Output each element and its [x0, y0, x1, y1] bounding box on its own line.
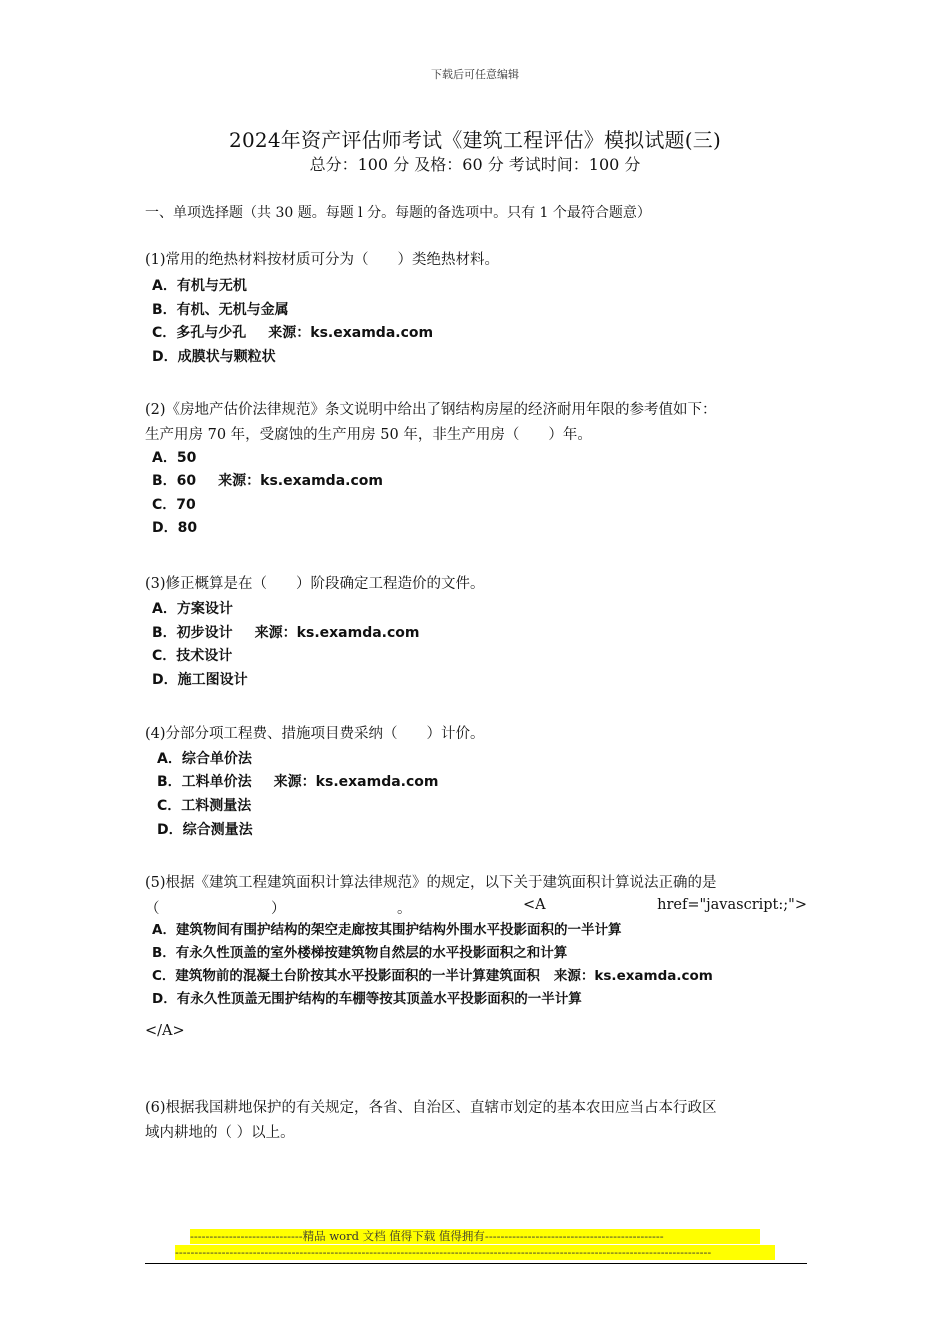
question-1-stem: (1)常用的绝热材料按材质可分为（ ）类绝热材料。 — [145, 252, 500, 268]
stem-part: <A — [523, 897, 546, 913]
footer-rule — [145, 1263, 807, 1264]
question-3-option-d: D．施工图设计 — [152, 672, 248, 688]
page-title: 2024年资产评估师考试《建筑工程评估》模拟试题(三) — [229, 128, 721, 152]
question-1-option-b: B．有机、无机与金属 — [152, 302, 289, 318]
question-6-stem-line1: (6)根据我国耕地保护的有关规定，各省、自治区、直辖市划定的基本农田应当占本行政区 — [145, 1100, 717, 1116]
question-4-option-d: D．综合测量法 — [157, 822, 253, 838]
source-label: 来源：ks.examda.com — [273, 774, 439, 790]
question-1-option-a: A．有机与无机 — [152, 278, 247, 294]
question-3-option-b — [152, 623, 420, 643]
question-5-option-d: D．有永久性顶盖无围护结构的车棚等按其顶盖水平投影面积的一半计算 — [152, 991, 582, 1007]
question-3-option-c: C．技术设计 — [152, 648, 233, 664]
source-label: 来源：ks.examda.com — [553, 968, 713, 984]
option-text: B．60 — [152, 473, 197, 489]
header-note: 下载后可任意编辑 — [431, 68, 519, 81]
question-2-option-b — [152, 471, 383, 491]
question-2-stem-line1: (2)《房地产估价法律规范》条文说明中给出了钢结构房屋的经济耐用年限的参考值如下： — [145, 402, 717, 418]
question-4-stem: (4)分部分项工程费、措施项目费采纳（ ）计价。 — [145, 726, 485, 742]
question-5-option-a: A．建筑物间有围护结构的架空走廊按其围护结构外围水平投影面积的一半计算 — [152, 922, 622, 938]
stem-part: href="javascript:;"> — [657, 897, 807, 913]
question-1-option-d: D．成膜状与颗粒状 — [152, 349, 276, 365]
question-4-option-b — [157, 772, 439, 792]
source-label: 来源：ks.examda.com — [268, 325, 434, 341]
page-subtitle: 总分：100 分 及格：60 分 考试时间：100 分 — [309, 155, 641, 174]
footer-banner-line1: -----------------------------精品 word 文档 值得下载 值得拥有---------------------------------------------- — [190, 1229, 760, 1244]
source-label: 来源：ks.examda.com — [254, 625, 420, 641]
stem-part: ） — [271, 901, 286, 917]
option-text: B．工料单价法 — [157, 774, 252, 790]
question-5-option-b: B．有永久性顶盖的室外楼梯按建筑物自然层的水平投影面积之和计算 — [152, 945, 568, 961]
question-5-option-c — [152, 966, 713, 986]
stem-part: （ — [145, 901, 160, 917]
html-close-tag-text: </A> — [145, 1023, 185, 1039]
question-5-stem-line2 — [145, 897, 807, 918]
question-4-option-a: A．综合单价法 — [157, 751, 252, 767]
question-6-stem-line2: 域内耕地的（ ）以上。 — [145, 1125, 295, 1141]
section-heading: 一、单项选择题（共 30 题。每题 l 分。每题的备选项中。只有 1 个最符合题意） — [145, 205, 651, 221]
option-text: C．建筑物前的混凝土台阶按其水平投影面积的一半计算建筑面积 — [152, 968, 540, 984]
option-text: B．初步设计 — [152, 625, 233, 641]
question-2-option-d: D．80 — [152, 520, 198, 536]
question-3-stem: (3)修正概算是在（ ）阶段确定工程造价的文件。 — [145, 576, 485, 592]
question-2-option-a: A．50 — [152, 450, 197, 466]
question-3-option-a: A．方案设计 — [152, 601, 233, 617]
source-label: 来源：ks.examda.com — [218, 473, 383, 489]
stem-part: 。 — [397, 901, 412, 917]
question-1-option-c — [152, 323, 433, 343]
question-4-option-c: C．工料测量法 — [157, 798, 252, 814]
question-2-stem-line2: 生产用房 70 年，受腐蚀的生产用房 50 年，非生产用房（ ）年。 — [145, 427, 592, 443]
question-5-stem-line1: (5)根据《建筑工程建筑面积计算法律规范》的规定，以下关于建筑面积计算说法正确的是 — [145, 875, 717, 891]
footer-banner-line2: ------------------------------------------------------------------------------------------------------------------------------------------ — [175, 1245, 775, 1260]
question-2-option-c: C．70 — [152, 497, 196, 513]
option-text: C．多孔与少孔 — [152, 325, 247, 341]
